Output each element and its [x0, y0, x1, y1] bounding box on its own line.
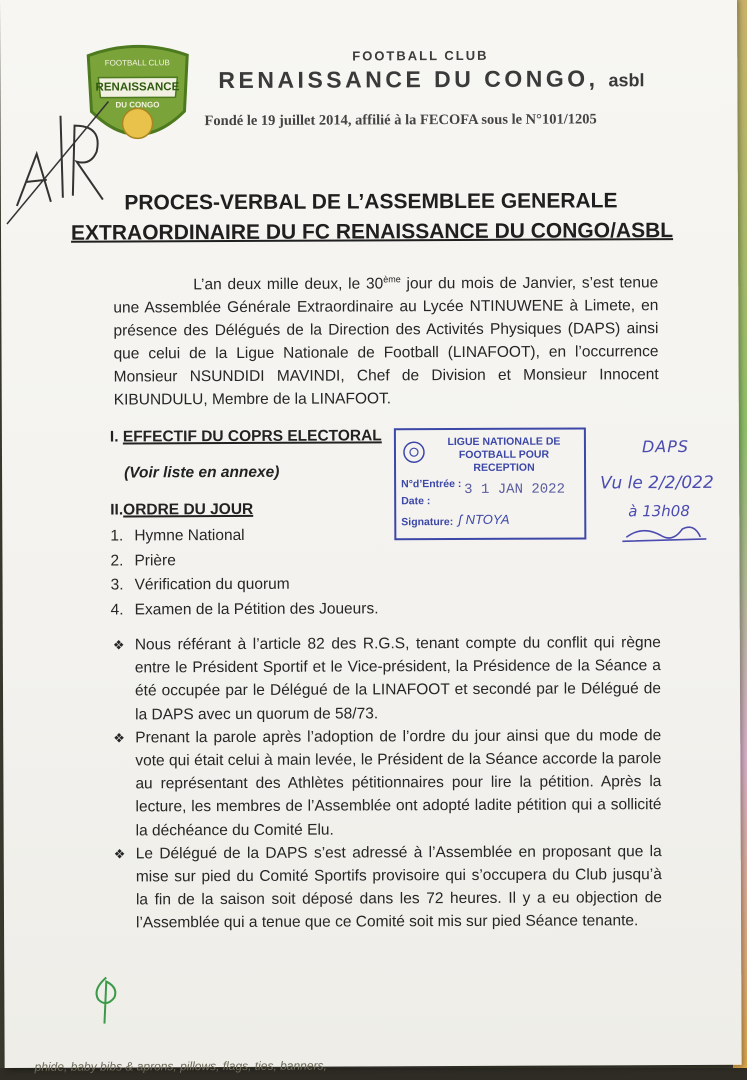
stamp-header: LIGUE NATIONALE DE FOOTBALL POUR RECEPTION — [447, 435, 561, 474]
reception-stamp — [394, 427, 586, 540]
club-name-main: RENAISSANCE DU CONGO, — [218, 65, 599, 94]
agenda-item — [111, 597, 379, 623]
background-fragment-text: phide, baby bibs & aprons, pillows, flags, ties, banners, — [34, 1058, 327, 1074]
minutes-bullet — [113, 631, 661, 726]
agenda-list — [110, 523, 378, 622]
document-title-line1: PROCES-VERBAL DE L’ASSEMBLEE GENERALE — [124, 189, 618, 215]
bullet-text: Nous référant à l’article 82 des R.G.S, tenant compte du conflit qui règne entre le Président Sportif et le Vice-président, la Présidence de la Séance a été occupée par le Délégué de la LINAFOOT et secondé par le Délégué de la DAPS avec un quorum de 58/73. — [134, 634, 662, 724]
diamond-bullet-icon: ❖ — [113, 730, 125, 746]
agenda-text: Vérification du quorum — [134, 575, 290, 594]
agenda-text: Hymne National — [134, 526, 245, 545]
section-2-title: ORDRE DU JOUR — [123, 500, 254, 519]
logo-text-sub: DU CONGO — [115, 100, 160, 110]
section-1-number: I. — [109, 428, 119, 446]
intro-text-rest: jour du mois de Janvier, s’est tenue une Assemblée Générale Extraordinaire au Lycée NTINUWENE à Limete, en présence des Délégués de la Direction des Activités Physiques (DAPS) ainsi que celui de la Ligue Nationale de Football (LINAFOOT), en l’occurrence Monsieur NSUNDIDI MAVINDI, Chef de Division et Monsieur Innocent KIBUNDULU, Membre de la LINAFOOT. — [113, 274, 659, 409]
handwritten-daps: DAPS — [641, 436, 690, 457]
handwritten-paraph-icon — [602, 519, 722, 548]
handwritten-seen-date: Vu le 2/2/022 — [600, 472, 714, 494]
bullet-text: Prenant la parole après l’adoption de l’ordre du jour ainsi que du mode de vote qui était celui à main levée, le Président de la Séance accorde la parole au représentant des Athlètes pétitionnaires pour lire la pétition. Après la lecture, les membres de l’Assemblée ont adopté ladite pétition qui a sollicité la déchéance du Comité Elu. — [135, 726, 662, 840]
agenda-item — [110, 523, 378, 549]
agenda-number: 1. — [110, 527, 124, 545]
section-2-heading — [110, 501, 253, 520]
minutes-bullet-list — [113, 631, 662, 935]
stamp-date-value: 3 1 JAN 2022 — [464, 481, 566, 498]
handwritten-time: à 13h08 — [628, 501, 690, 521]
bullet-text: Le Délégué de la DAPS s’est adressé à l’Assemblée en proposant que la mise sur pied du Comité Sportifs provisoire qui s’occupera du Club jusqu’à la fin de la saison soit déposé dans les 72 heures. Il y a eu objection de l’Assemblée qui a tenue que ce Comité soit mis sur pied Séance tenante. — [135, 842, 662, 932]
agenda-number: 2. — [110, 551, 124, 570]
agenda-item — [110, 548, 378, 574]
intro-superscript: ème — [383, 274, 401, 285]
diamond-bullet-icon: ❖ — [113, 846, 126, 862]
agenda-item — [111, 572, 379, 598]
minutes-bullet — [114, 840, 662, 935]
diamond-bullet-icon: ❖ — [112, 637, 125, 653]
handwritten-initials-icon — [2, 96, 113, 226]
minutes-bullet — [113, 724, 662, 842]
intro-paragraph — [113, 267, 659, 412]
club-suffix: asbl — [608, 70, 645, 91]
agenda-number: 4. — [110, 600, 124, 619]
handwritten-margin-mark-icon — [86, 971, 126, 1027]
annex-note: (Voir liste en annexe) — [124, 463, 280, 482]
document-title-line2-text: EXTRAORDINAIRE DU FC RENAISSANCE DU CONGO/ASBL — [70, 219, 674, 245]
agenda-text: Prière — [134, 551, 176, 569]
intro-text-start: L’an deux mille deux, le 30 — [193, 275, 384, 294]
agenda-number: 3. — [110, 576, 124, 594]
logo-text-top: FOOTBALL CLUB — [104, 58, 170, 68]
club-name — [218, 65, 644, 94]
agenda-text: Examen de la Pétition des Joueurs. — [134, 599, 379, 618]
league-seal-icon — [402, 440, 426, 464]
founded-line: Fondé le 19 juillet 2014, affilié à la FECOFA sous le N°101/1205 — [204, 111, 597, 130]
section-2-number: II. — [110, 501, 124, 519]
logo-text-main: RENAISSANCE — [95, 81, 180, 94]
section-1-title: EFFECTIF DU COPRS ELECTORAL — [122, 427, 382, 446]
stamp-date-label: Date : — [401, 495, 431, 508]
section-1-heading — [110, 427, 382, 446]
stamp-signature-value: ʃ NTOYA — [458, 511, 510, 528]
club-label: FOOTBALL CLUB — [352, 47, 489, 64]
stamp-signature-label: Signature: — [401, 516, 454, 529]
document-title-line2 — [70, 219, 674, 246]
stamp-entry-label: N°d’Entrée : — [401, 477, 462, 491]
